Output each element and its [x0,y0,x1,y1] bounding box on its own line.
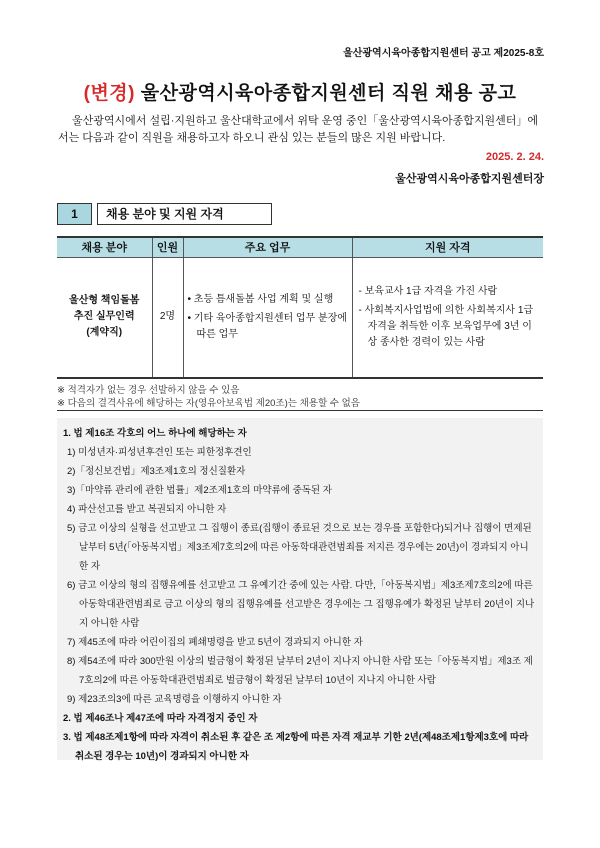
title-prefix: (변경) [83,83,135,104]
note: ※ 다음의 결격사유에 해당하는 자(영유아보육법 제20조)는 채용할 수 없음 [57,398,360,409]
qualifications-cell [352,257,543,378]
divider [57,410,543,411]
disqualification-heading: 3. 법 제48조제1항에 따라 자격이 취소된 후 같은 조 제2항에 따른 자격 재교부 기한 2년(제48조제1항제3호에 따라 취소된 경우는 10년)이 경과되지 아니한 자 [63,732,529,762]
col-header: 인원 [152,237,183,257]
table-row [57,257,543,378]
duty-item: • 초등 틈새돌봄 사업 계획 및 실행 [187,293,334,305]
disqualification-item: 4) 파산선고를 받고 복권되지 아니한 자 [67,504,227,515]
field-line: 울산형 책임돌봄 [69,295,140,307]
section-title: 채용 분야 및 지원 자격 [97,203,272,225]
disqualification-heading: 2. 법 제46조나 제47조에 따라 자격정지 중인 자 [63,713,258,724]
col-header: 주요 업무 [183,237,352,257]
field-line: 추진 실무인력 [73,311,135,323]
disqualification-item: 7) 제45조에 따라 어린이집의 폐쇄명령을 받고 5년이 경과되지 아니한 자 [67,637,363,648]
count-cell: 2명 [152,257,183,378]
duty-item: • 기타 육아종합지원센터 업무 분장에 따른 업무 [187,312,348,340]
note: ※ 적격자가 없는 경우 선발하지 않을 수 있음 [57,385,240,396]
col-header: 채용 분야 [57,237,152,257]
disqualification-item: 6) 금고 이상의 형의 집행유예를 선고받고 그 유예기간 중에 있는 사람. 다만,「아동복지법」제3조제7호의2에 따른 아동학대관련범죄로 금고 이상의 형의 집행유예를 선고받은 경우에는 그 집행유예가 확정된 날부터 20년이 지나지 아니한 사람 [67,580,535,629]
disqualification-item: 1) 미성년자·피성년후견인 또는 피한정후견인 [67,447,252,458]
issuer: 울산광역시육아종합지원센터장 [395,173,544,185]
disqualification-item: 2)「정신보건법」제3조제1호의 정신질환자 [67,466,246,477]
page-title [0,78,600,105]
recruitment-table [57,236,543,379]
duties-cell [183,257,352,378]
qualification-item: - 보육교사 1급 자격을 가진 사람 [358,285,498,297]
table-header-row [57,237,543,257]
intro-paragraph: 울산광역시에서 설립·지원하고 울산대학교에서 위탁 운영 중인「울산광역시육아종합지원센터」에서는 다음과 같이 직원을 채용하고자 하오니 관심 있는 분들의 많은 지원 바랍니다. [58,115,538,144]
qualification-item: - 사회복지사업법에 의한 사회복지사 1급 자격을 취득한 이후 보육업무에 3년 이상 종사한 경력이 있는 사람 [358,304,534,348]
disqualification-item: 5) 금고 이상의 실형을 선고받고 그 집행이 종료(집행이 종료된 것으로 보는 경우를 포함한다)되거나 집행이 면제된 날부터 5년(「아동복지법」제3조제7호의2에 따른 아동학대관련범죄를 저지른 경우에는 20년)이 경과되지 아니한 자 [67,523,532,572]
title-main: 울산광역시육아종합지원센터 직원 채용 공고 [140,83,517,104]
field-cell [57,257,152,378]
notes [57,384,360,410]
section-number: 1 [57,203,92,225]
field-line: (계약직) [86,327,123,339]
disqualification-box [57,418,543,760]
notice-number: 울산광역시육아종합지원센터 공고 제2025-8호 [343,48,544,59]
disqualification-heading: 1. 법 제16조 각호의 어느 하나에 해당하는 자 [63,428,247,439]
notice-date: 2025. 2. 24. [485,151,544,163]
disqualification-item: 8) 제54조에 따라 300만원 이상의 벌금형이 확정된 날부터 2년이 지나지 아니한 사람 또는「아동복지법」제3조 제7호의2에 따른 아동학대관련범죄로 벌금형이 확정된 날부터 10년이 지나지 아니한 사람 [67,656,533,686]
col-header: 지원 자격 [352,237,543,257]
disqualification-item: 9) 제23조의3에 따른 교육명령을 이행하지 아니한 자 [67,694,282,705]
disqualification-item: 3)「마약류 관리에 관한 법률」제2조제1호의 마약류에 중독된 자 [67,485,332,496]
